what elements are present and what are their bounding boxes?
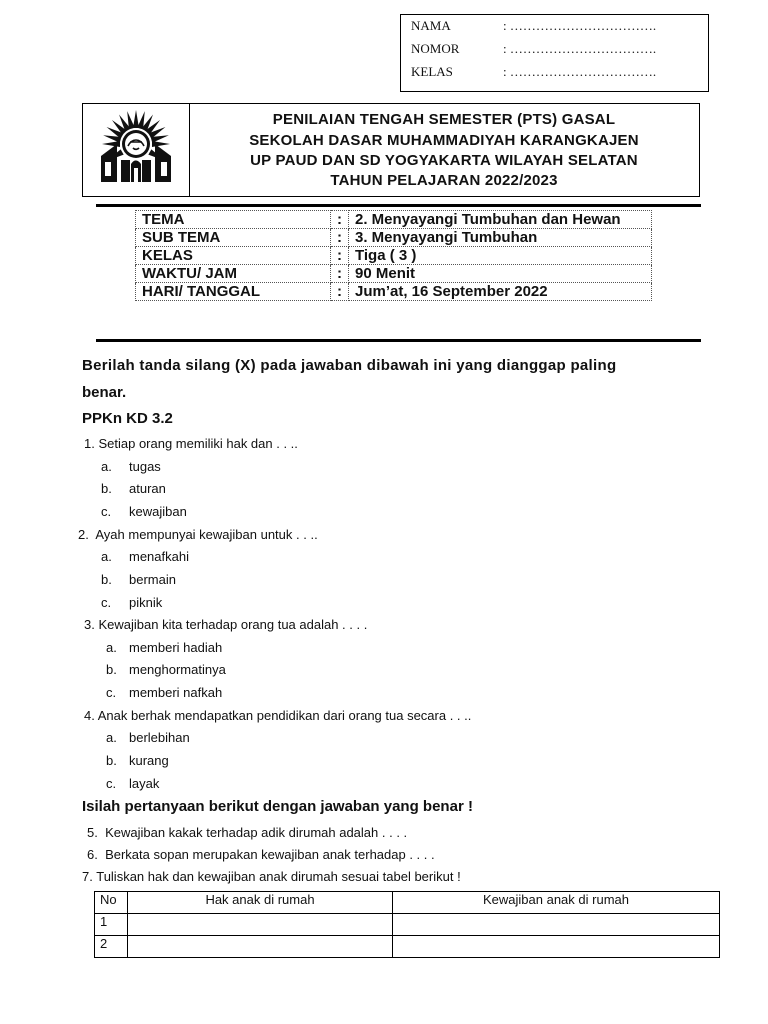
instruction-multiple-choice-line-2: benar. (82, 384, 127, 401)
option-3c: c. (106, 685, 117, 700)
header-title-line-4: TAHUN PELAJARAN 2022/2023 (330, 172, 558, 189)
answer-table (94, 891, 720, 958)
answer-cell-hak-1[interactable] (128, 914, 393, 936)
option-1a-text: tugas (129, 459, 161, 474)
info-row-subtema: SUB TEMA : 3. Menyayangi Tumbuhan (136, 229, 652, 247)
question-5: 5. Kewajiban kakak terhadap adik dirumah adalah . . . . (87, 825, 408, 840)
option-4a: a. (106, 730, 117, 745)
option-1b-text: aturan (129, 481, 166, 496)
question-7: 7. Tuliskan hak dan kewajiban anak dirumah sesuai tabel berikut ! (82, 869, 461, 884)
answer-cell-kewajiban-2[interactable] (393, 936, 720, 958)
school-logo (83, 104, 190, 196)
exam-header (82, 103, 700, 197)
option-3c-text: memberi nafkah (129, 685, 223, 700)
exam-info-table (135, 210, 652, 301)
instruction-essay: Isilah pertanyaan berikut dengan jawaban yang benar ! (82, 798, 473, 815)
header-title-line-2: SEKOLAH DASAR MUHAMMADIYAH KARANGKAJEN (249, 132, 639, 149)
student-number-row: NOMOR : ……………………………. (411, 41, 657, 56)
option-3b-text: menghormatinya (129, 662, 226, 677)
header-title-line-1: PENILAIAN TENGAH SEMESTER (PTS) GASAL (272, 111, 616, 128)
subject-heading: PPKn KD 3.2 (82, 410, 173, 427)
option-2a-text: menafkahi (129, 549, 189, 564)
option-4b-text: kurang (129, 753, 169, 768)
option-4a-text: berlebihan (129, 730, 190, 745)
question-1: 1. Setiap orang memiliki hak dan . . .. (84, 436, 298, 451)
option-2b: b. (101, 572, 112, 587)
option-2a: a. (101, 549, 112, 564)
instruction-multiple-choice-line-1: Berilah tanda silang (X) pada jawaban dibawah ini yang dianggap paling (82, 357, 617, 374)
option-3b: b. (106, 662, 117, 677)
header-title-line-3: UP PAUD DAN SD YOGYAKARTA WILAYAH SELATAN (250, 152, 638, 169)
option-1c-text: kewajiban (129, 504, 187, 519)
question-3: 3. Kewajiban kita terhadap orang tua adalah . . . . (84, 617, 368, 632)
answer-cell-kewajiban-1[interactable] (393, 914, 720, 936)
info-row-waktu: WAKTU/ JAM : 90 Menit (136, 265, 652, 283)
option-3a-text: memberi hadiah (129, 640, 223, 655)
header-divider-bottom (96, 339, 701, 342)
answer-table-row: 2 (95, 936, 720, 958)
option-4c-text: layak (129, 776, 160, 791)
question-4: 4. Anak berhak mendapatkan pendidikan dari orang tua secara . . .. (84, 708, 472, 723)
answer-table-row: 1 (95, 914, 720, 936)
answer-cell-hak-2[interactable] (128, 936, 393, 958)
option-4c: c. (106, 776, 117, 791)
question-6: 6. Berkata sopan merupakan kewajiban anak terhadap . . . . (87, 847, 435, 862)
option-1a: a. (101, 459, 112, 474)
option-3a: a. (106, 640, 117, 655)
option-2c: c. (101, 595, 112, 610)
option-1b: b. (101, 481, 112, 496)
student-identity-box (400, 14, 709, 92)
option-2b-text: bermain (129, 572, 176, 587)
muhammadiyah-logo-icon (83, 104, 189, 196)
header-divider-top (96, 204, 701, 207)
option-1c: c. (101, 504, 112, 519)
student-name-row: NAMA : ……………………………. (411, 18, 657, 33)
info-row-kelas: KELAS : Tiga ( 3 ) (136, 247, 652, 265)
student-class-row: KELAS : ……………………………. (411, 64, 657, 79)
info-row-tema: TEMA : 2. Menyayangi Tumbuhan dan Hewan (136, 211, 652, 229)
info-row-hari: HARI/ TANGGAL : Jum’at, 16 September 2022 (136, 283, 652, 301)
option-2c-text: piknik (129, 595, 163, 610)
question-2: 2. Ayah mempunyai kewajiban untuk . . .. (78, 527, 318, 542)
option-4b: b. (106, 753, 117, 768)
answer-table-header: No Hak anak di rumah Kewajiban anak di rumah (95, 892, 720, 914)
